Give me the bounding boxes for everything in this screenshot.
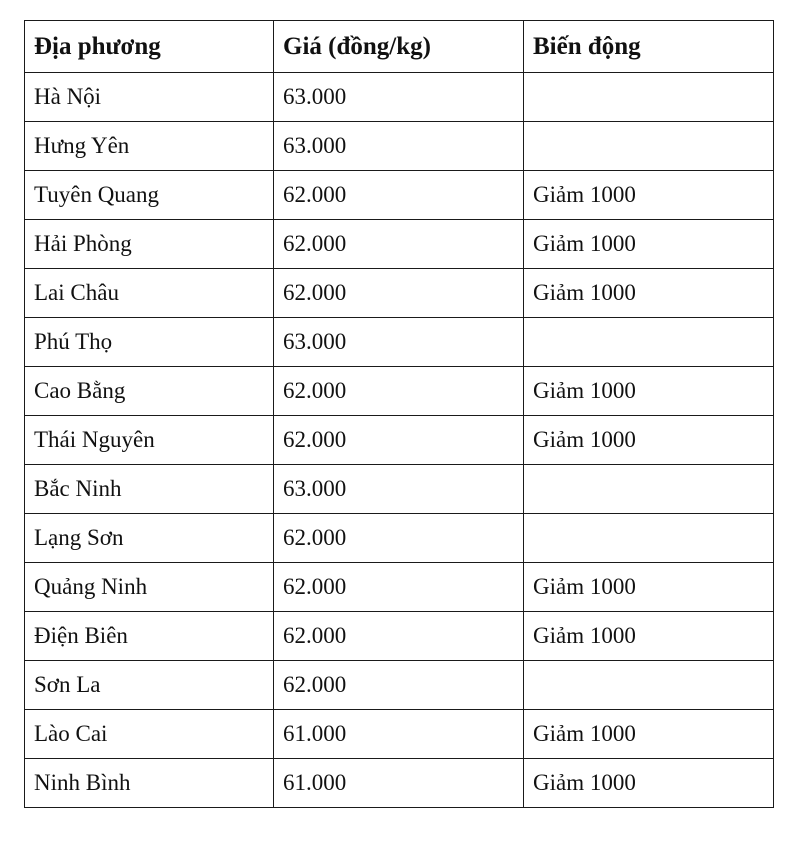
change-cell: Giảm 1000 (524, 367, 774, 416)
column-header-change: Biến động (524, 21, 774, 73)
change-cell (524, 73, 774, 122)
location-cell: Hải Phòng (25, 220, 274, 269)
change-cell: Giảm 1000 (524, 171, 774, 220)
location-cell: Bắc Ninh (25, 465, 274, 514)
change-cell (524, 661, 774, 710)
change-cell (524, 514, 774, 563)
price-cell: 62.000 (274, 563, 524, 612)
table-row (25, 661, 774, 710)
header-row (25, 21, 774, 73)
table-row (25, 416, 774, 465)
change-cell: Giảm 1000 (524, 220, 774, 269)
table-row (25, 465, 774, 514)
price-cell: 61.000 (274, 759, 524, 808)
price-cell: 63.000 (274, 318, 524, 367)
price-cell: 61.000 (274, 710, 524, 759)
location-cell: Lạng Sơn (25, 514, 274, 563)
change-cell: Giảm 1000 (524, 269, 774, 318)
change-cell: Giảm 1000 (524, 710, 774, 759)
table-row (25, 73, 774, 122)
table-body (25, 73, 774, 808)
price-cell: 62.000 (274, 171, 524, 220)
location-cell: Hà Nội (25, 73, 274, 122)
price-cell: 62.000 (274, 220, 524, 269)
price-cell: 62.000 (274, 367, 524, 416)
price-cell: 62.000 (274, 661, 524, 710)
location-cell: Hưng Yên (25, 122, 274, 171)
table-row (25, 171, 774, 220)
table-row (25, 710, 774, 759)
table-row (25, 759, 774, 808)
table-row (25, 269, 774, 318)
price-cell: 62.000 (274, 269, 524, 318)
change-cell: Giảm 1000 (524, 759, 774, 808)
table-row (25, 318, 774, 367)
price-cell: 63.000 (274, 73, 524, 122)
location-cell: Lào Cai (25, 710, 274, 759)
table-row (25, 367, 774, 416)
table-row (25, 122, 774, 171)
table-row (25, 612, 774, 661)
column-header-location: Địa phương (25, 21, 274, 73)
price-cell: 63.000 (274, 122, 524, 171)
change-cell: Giảm 1000 (524, 563, 774, 612)
price-cell: 63.000 (274, 465, 524, 514)
location-cell: Cao Bằng (25, 367, 274, 416)
table-header (25, 21, 774, 73)
change-cell (524, 318, 774, 367)
table-row (25, 220, 774, 269)
location-cell: Điện Biên (25, 612, 274, 661)
change-cell: Giảm 1000 (524, 612, 774, 661)
table-row (25, 514, 774, 563)
location-cell: Sơn La (25, 661, 274, 710)
price-cell: 62.000 (274, 416, 524, 465)
change-cell (524, 465, 774, 514)
location-cell: Thái Nguyên (25, 416, 274, 465)
change-cell (524, 122, 774, 171)
change-cell: Giảm 1000 (524, 416, 774, 465)
location-cell: Lai Châu (25, 269, 274, 318)
location-cell: Phú Thọ (25, 318, 274, 367)
price-cell: 62.000 (274, 612, 524, 661)
location-cell: Tuyên Quang (25, 171, 274, 220)
table-row (25, 563, 774, 612)
price-cell: 62.000 (274, 514, 524, 563)
location-cell: Quảng Ninh (25, 563, 274, 612)
location-cell: Ninh Bình (25, 759, 274, 808)
column-header-price: Giá (đồng/kg) (274, 21, 524, 73)
price-table (24, 20, 774, 808)
